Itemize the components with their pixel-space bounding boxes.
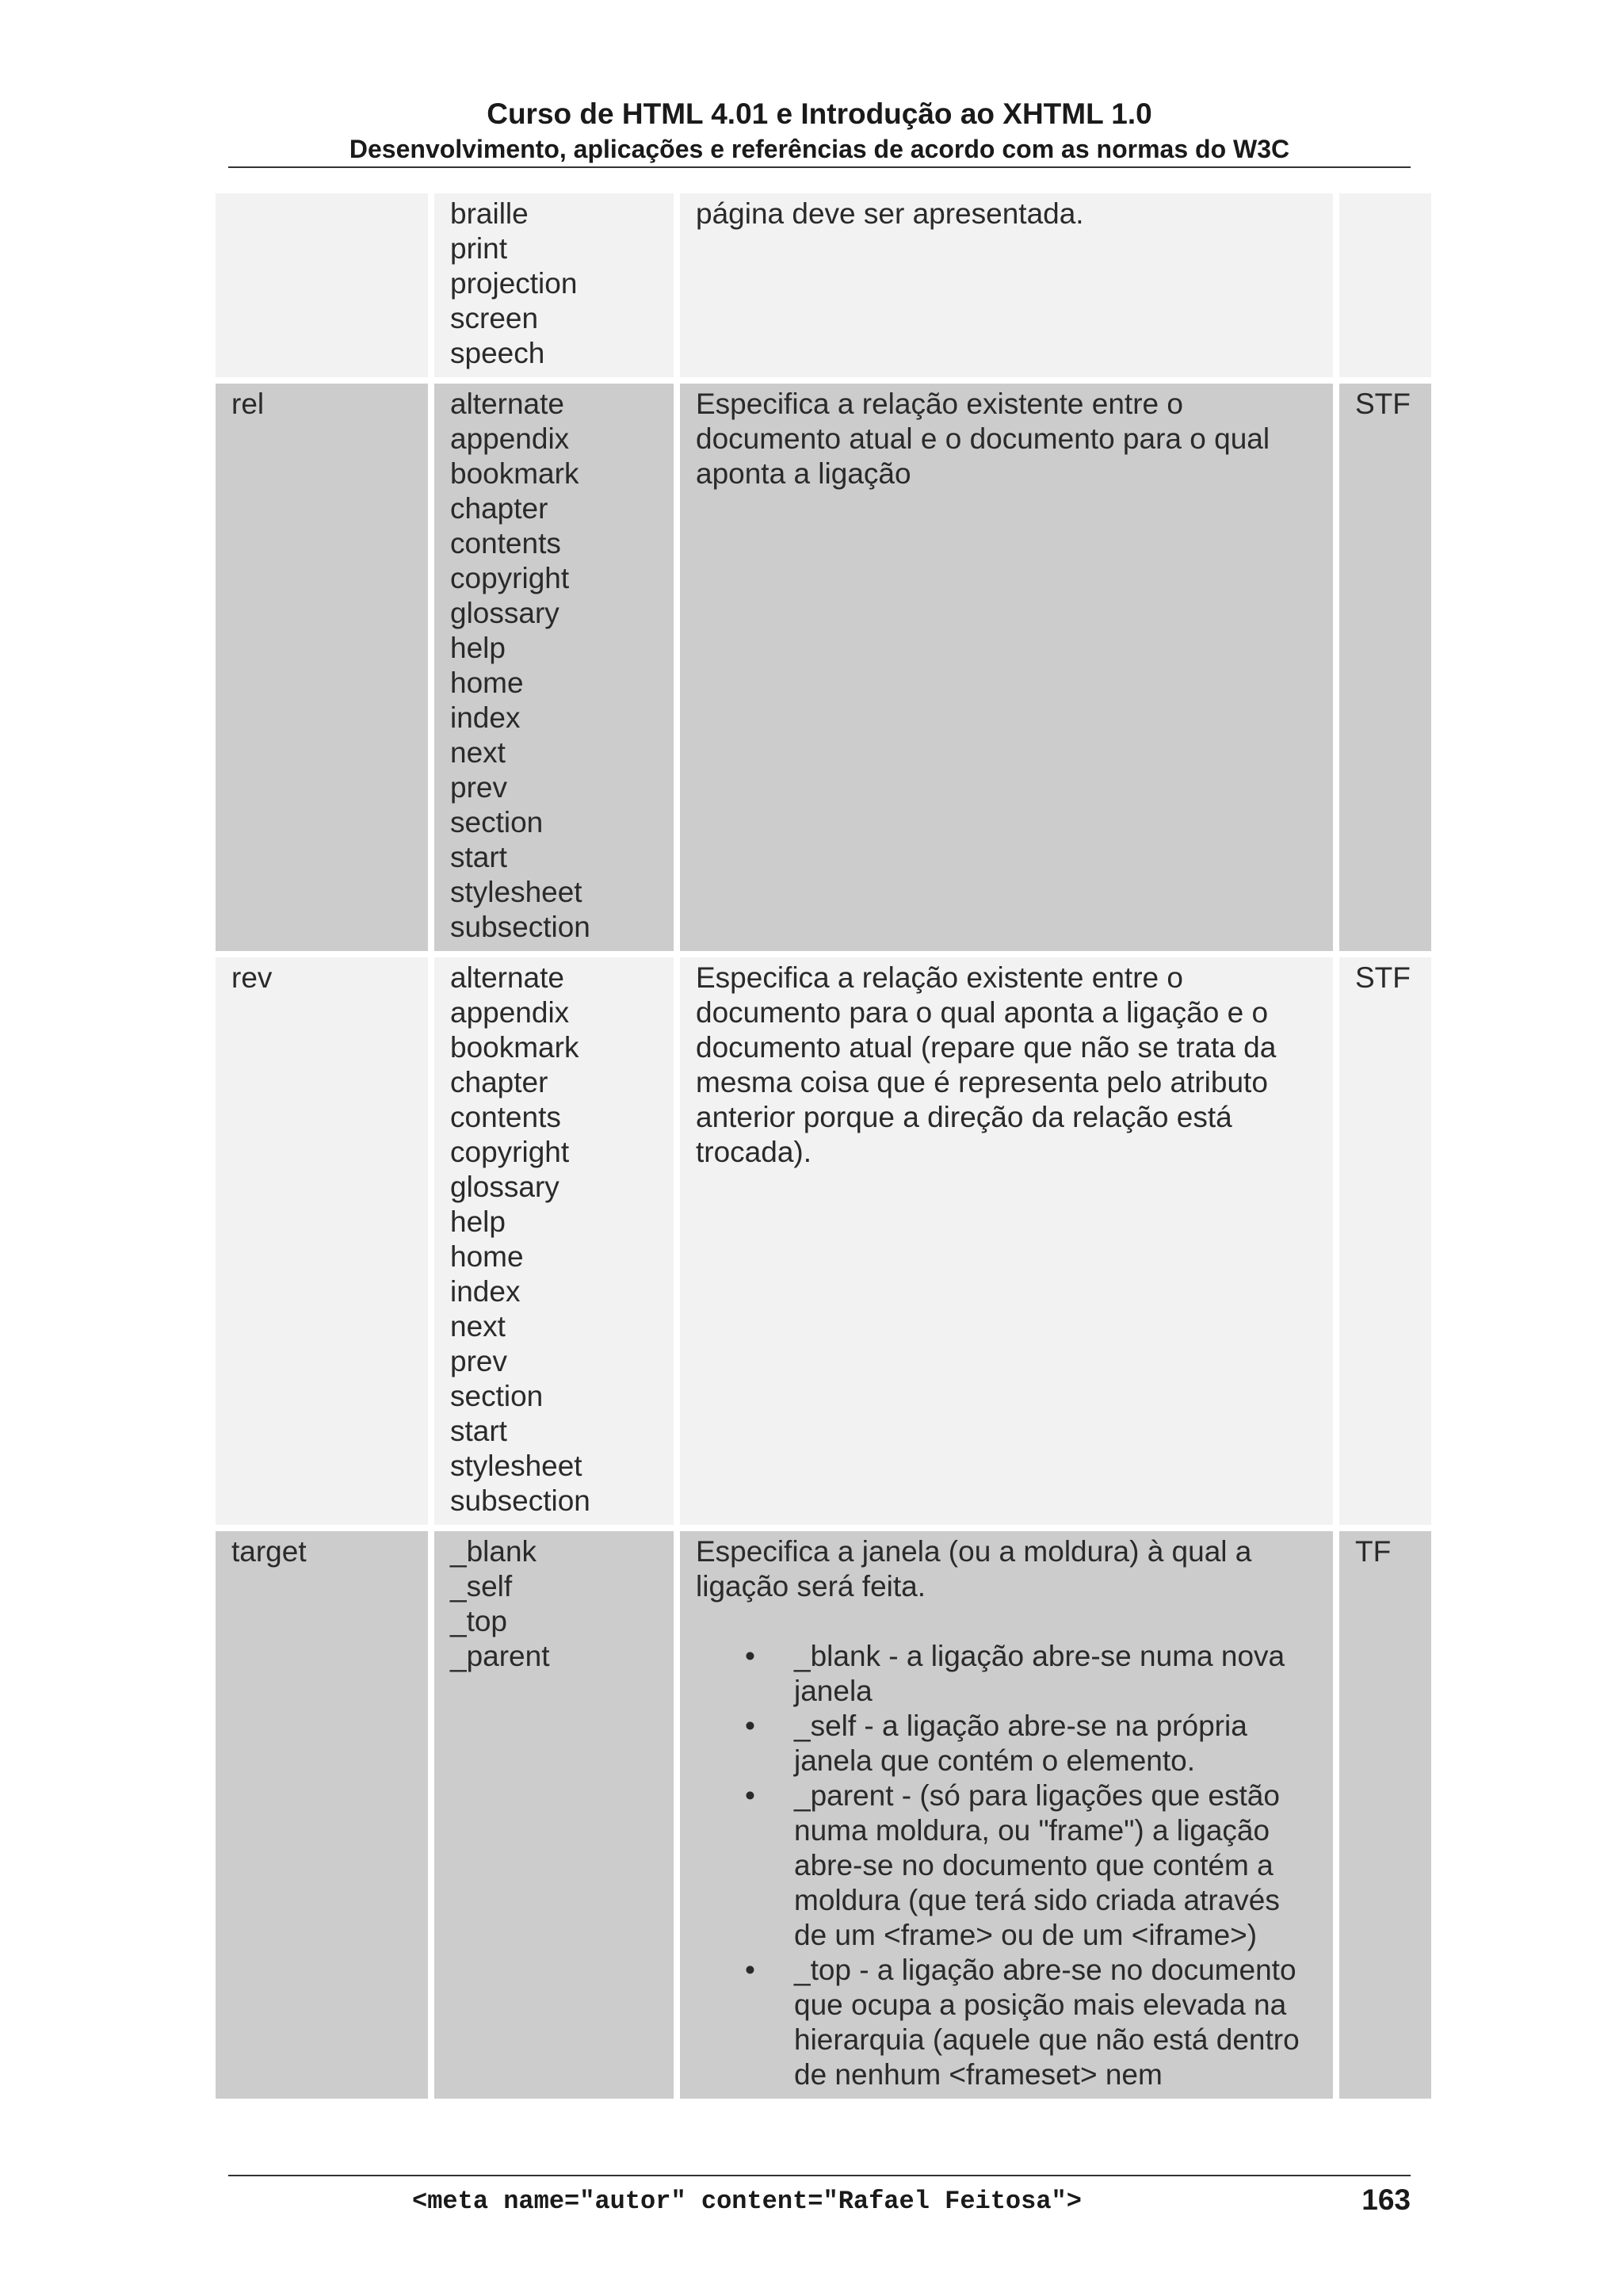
attribute-value: bookmark: [450, 1031, 579, 1064]
table-row: [216, 384, 1431, 951]
attribute-value: help: [450, 632, 506, 664]
attribute-value: appendix: [450, 996, 570, 1029]
attribute-value: _parent: [450, 1640, 550, 1672]
description-cell: página deve ser apresentada.: [680, 193, 1333, 377]
attribute-value: start: [450, 1415, 507, 1447]
attribute-value: braille: [450, 197, 529, 230]
header-divider: [228, 166, 1411, 168]
attribute-value: subsection: [450, 911, 590, 943]
attribute-value: stylesheet: [450, 1450, 582, 1482]
list-item: • _blank - a ligação abre-se numa nova janela: [794, 1639, 1317, 1709]
attribute-value: _top: [450, 1605, 508, 1637]
attribute-value: contents: [450, 1101, 561, 1133]
attribute-name-cell: [216, 193, 428, 377]
target-values-list: [696, 1639, 1317, 2092]
description-cell: Especifica a relação existente entre o documento para o qual aponta a ligação e o documento atual (repare que não se trata da mesma coisa que é representa pelo atributo anterior porque a direção da relação está trocada).: [680, 957, 1333, 1525]
attribute-value: _blank: [450, 1535, 537, 1568]
attribute-value: section: [450, 806, 544, 839]
attribute-value: alternate: [450, 961, 564, 994]
description-cell: [680, 1531, 1333, 2099]
page-number: 163: [1361, 2183, 1411, 2216]
footer-meta-text: <meta name="autor" content="Rafael Feitosa">: [412, 2187, 1082, 2216]
attribute-value: stylesheet: [450, 876, 582, 908]
dtd-cell: STF: [1339, 384, 1431, 951]
attribute-name-cell: target: [216, 1531, 428, 2099]
attribute-value: chapter: [450, 1066, 548, 1098]
attribute-value: next: [450, 1310, 506, 1343]
document-subtitle: Desenvolvimento, aplicações e referências de acordo com as normas do W3C: [349, 135, 1290, 163]
attribute-name-cell: rel: [216, 384, 428, 951]
page-header: [228, 95, 1411, 165]
description-text: Especifica a janela (ou a moldura) à qual a ligação será feita.: [696, 1535, 1252, 1603]
attributes-table: [209, 187, 1438, 2105]
attribute-value: index: [450, 1275, 521, 1308]
dtd-cell: TF: [1339, 1531, 1431, 2099]
attribute-value: screen: [450, 302, 539, 334]
table-row: [216, 957, 1431, 1525]
attribute-value: glossary: [450, 597, 559, 629]
list-item: • _parent - (só para ligações que estão numa moldura, ou "frame") a ligação abre-se no documento que contém a moldura (que terá sido criada através de um <frame> ou de um <iframe>): [794, 1778, 1317, 1953]
table-row: [216, 1531, 1431, 2099]
attribute-value: glossary: [450, 1171, 559, 1203]
attribute-name-cell: rev: [216, 957, 428, 1525]
dtd-cell: STF: [1339, 957, 1431, 1525]
attribute-value: start: [450, 841, 507, 873]
attribute-value: help: [450, 1205, 506, 1238]
dtd-cell: [1339, 193, 1431, 377]
attribute-value: subsection: [450, 1484, 590, 1517]
attribute-values-cell: [434, 1531, 674, 2099]
table-row: [216, 193, 1431, 377]
attribute-value: _self: [450, 1570, 513, 1603]
attribute-value: prev: [450, 771, 507, 804]
attribute-value: home: [450, 1240, 524, 1273]
attribute-value: chapter: [450, 492, 548, 525]
attribute-value: section: [450, 1380, 544, 1412]
attribute-value: projection: [450, 267, 578, 300]
attribute-value: home: [450, 667, 524, 699]
description-cell: Especifica a relação existente entre o documento atual e o documento para o qual aponta a ligação: [680, 384, 1333, 951]
attribute-value: appendix: [450, 422, 570, 455]
attribute-values-cell: [434, 957, 674, 1525]
attribute-value: prev: [450, 1345, 507, 1377]
footer-divider: [228, 2175, 1411, 2176]
list-item: • _top - a ligação abre-se no documento que ocupa a posição mais elevada na hierarquia (aquele que não está dentro de nenhum <frameset> nem: [794, 1953, 1317, 2092]
attribute-value: print: [450, 232, 507, 265]
attribute-value: contents: [450, 527, 561, 560]
attribute-values-cell: [434, 384, 674, 951]
list-item: • _self - a ligação abre-se na própria janela que contém o elemento.: [794, 1709, 1317, 1778]
attribute-value: bookmark: [450, 457, 579, 490]
attribute-values-cell: [434, 193, 674, 377]
attribute-value: copyright: [450, 562, 570, 594]
attribute-value: speech: [450, 337, 545, 369]
document-title: Curso de HTML 4.01 e Introdução ao XHTML 1.0: [487, 97, 1152, 130]
attribute-value: copyright: [450, 1136, 570, 1168]
attribute-value: index: [450, 701, 521, 734]
attribute-value: alternate: [450, 388, 564, 420]
attribute-value: next: [450, 736, 506, 769]
